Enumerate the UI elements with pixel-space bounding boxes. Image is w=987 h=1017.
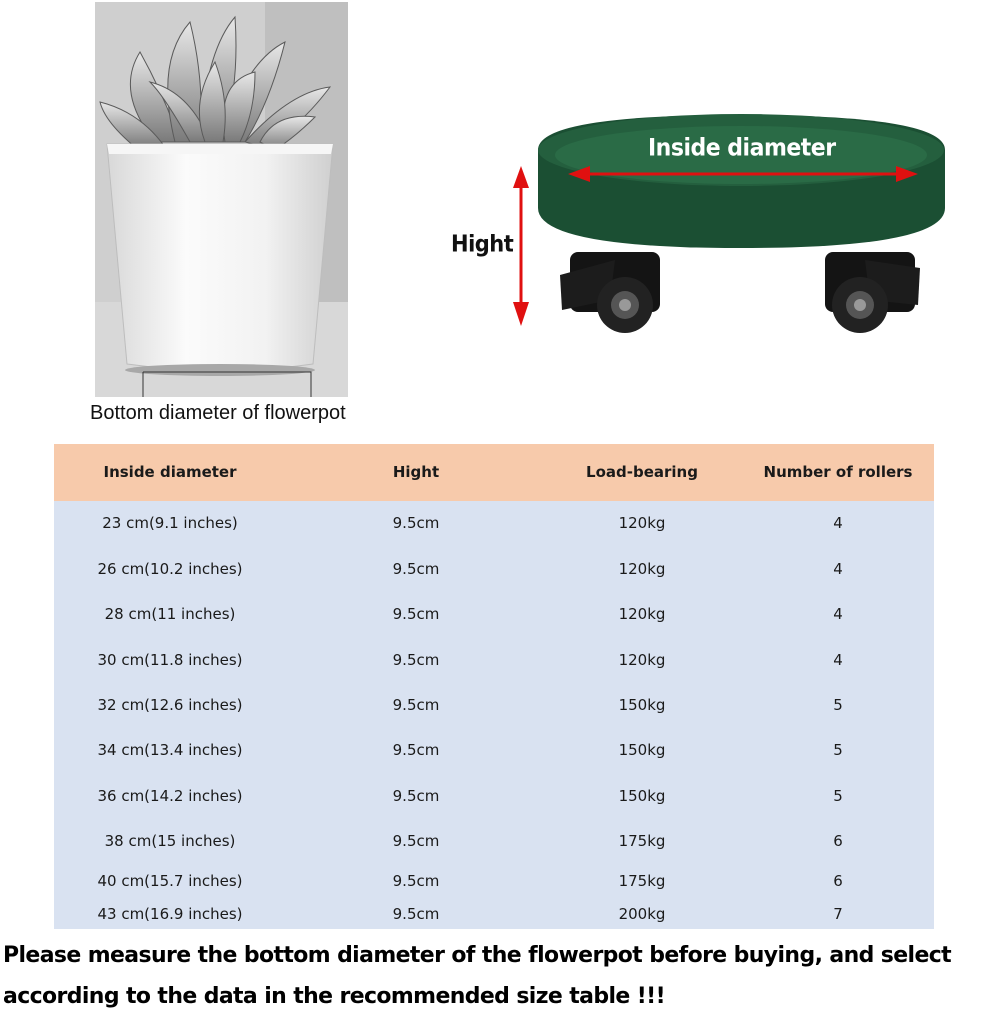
cell-rollers: 7: [833, 905, 843, 923]
cell-height: 9.5cm: [392, 605, 440, 623]
cell-rollers: 5: [833, 741, 843, 759]
table-row: [54, 787, 934, 817]
table-row: [54, 605, 934, 635]
cell-inside-diameter: 26 cm(10.2 inches): [97, 560, 243, 578]
cell-height: 9.5cm: [392, 560, 440, 578]
cell-rollers: 5: [833, 787, 843, 805]
flowerpot-photo: [95, 2, 348, 397]
cell-load-bearing: 150kg: [618, 696, 666, 714]
table-row: [54, 514, 934, 544]
table-header: [54, 444, 934, 501]
table-row: [54, 560, 934, 590]
cell-load-bearing: 200kg: [618, 905, 666, 923]
cell-load-bearing: 150kg: [618, 787, 666, 805]
cell-height: 9.5cm: [392, 696, 440, 714]
cell-rollers: 4: [833, 651, 843, 669]
table-row: [54, 651, 934, 681]
table-row: [54, 696, 934, 726]
cell-height: 9.5cm: [392, 787, 440, 805]
cell-load-bearing: 150kg: [618, 741, 666, 759]
cell-inside-diameter: 34 cm(13.4 inches): [97, 741, 243, 759]
cell-height: 9.5cm: [392, 741, 440, 759]
cell-load-bearing: 120kg: [618, 560, 666, 578]
table-row: [54, 741, 934, 771]
inside-diameter-label: Inside diameter: [648, 134, 836, 163]
table-row: [54, 905, 934, 935]
cell-inside-diameter: 30 cm(11.8 inches): [97, 651, 243, 669]
header-number-of-rollers: Number of rollers: [763, 463, 913, 481]
notice-line-1: Please measure the bottom diameter of the flowerpot before buying, and select: [3, 943, 952, 968]
cell-inside-diameter: 23 cm(9.1 inches): [102, 514, 238, 532]
cell-load-bearing: 120kg: [618, 605, 666, 623]
table-row: [54, 832, 934, 862]
cell-inside-diameter: 32 cm(12.6 inches): [97, 696, 243, 714]
measure-notice: [3, 935, 983, 1017]
header-load-bearing: Load-bearing: [586, 463, 698, 481]
cell-load-bearing: 120kg: [618, 514, 666, 532]
cell-inside-diameter: 36 cm(14.2 inches): [97, 787, 243, 805]
caster-right: [825, 252, 920, 333]
cell-height: 9.5cm: [392, 514, 440, 532]
header-height: Hight: [392, 463, 440, 481]
notice-line-2: according to the data in the recommended size table !!!: [3, 984, 666, 1009]
cell-height: 9.5cm: [392, 651, 440, 669]
size-table: [54, 444, 934, 929]
height-arrow: [513, 166, 529, 326]
cell-rollers: 4: [833, 605, 843, 623]
cell-rollers: 6: [833, 872, 843, 890]
caster-left: [560, 252, 660, 333]
cell-rollers: 4: [833, 514, 843, 532]
cell-rollers: 6: [833, 832, 843, 850]
table-row: [54, 872, 934, 902]
height-label: Hight: [451, 230, 514, 258]
cell-height: 9.5cm: [392, 905, 440, 923]
cell-load-bearing: 120kg: [618, 651, 666, 669]
cell-load-bearing: 175kg: [618, 872, 666, 890]
cell-rollers: 4: [833, 560, 843, 578]
cell-rollers: 5: [833, 696, 843, 714]
cell-inside-diameter: 40 cm(15.7 inches): [97, 872, 243, 890]
pot-caption: Bottom diameter of flowerpot: [90, 402, 346, 424]
cell-inside-diameter: 38 cm(15 inches): [104, 832, 236, 850]
cell-height: 9.5cm: [392, 872, 440, 890]
cell-load-bearing: 175kg: [618, 832, 666, 850]
cell-inside-diameter: 43 cm(16.9 inches): [97, 905, 243, 923]
cell-inside-diameter: 28 cm(11 inches): [104, 605, 236, 623]
cell-height: 9.5cm: [392, 832, 440, 850]
header-inside-diameter: Inside diameter: [103, 463, 237, 481]
